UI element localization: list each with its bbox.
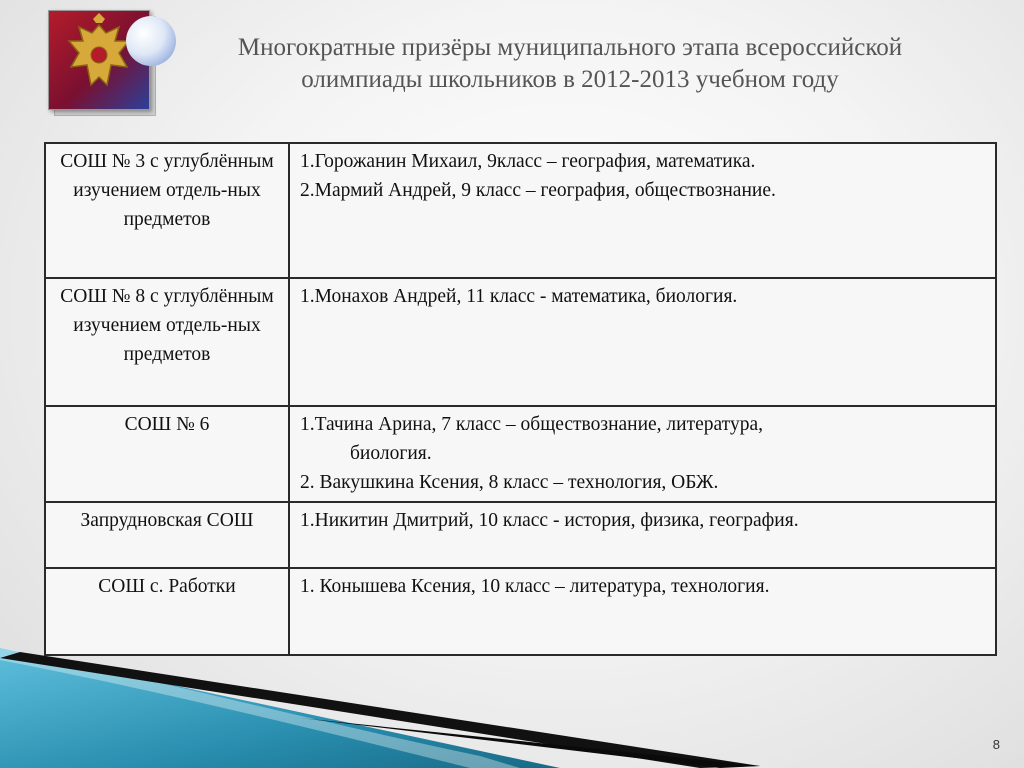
winner-line: 2. Вакушкина Ксения, 8 класс – технология, ОБЖ. (300, 472, 719, 493)
winners-cell (289, 502, 996, 568)
winners-cell (289, 406, 996, 502)
winner-line: 1.Тачина Арина, 7 класс – обществознание, литература, (300, 414, 763, 435)
decorative-wave (0, 638, 1024, 768)
winner-line: 2.Мармий Андрей, 9 класс – география, обществознание. (300, 180, 776, 201)
school-cell: СОШ № 3 с углублённым изучением отдель-ных предметов (45, 143, 289, 278)
school-cell: СОШ с. Работки (45, 568, 289, 655)
school-cell: СОШ № 6 (45, 406, 289, 502)
title-line-2: олимпиады школьников в 2012-2013 учебном году (301, 66, 839, 93)
emblem-image (48, 10, 166, 114)
globe-icon (126, 16, 176, 66)
winners-cell (289, 143, 996, 278)
page-number: 8 (992, 737, 1000, 752)
table-row (45, 502, 996, 568)
winners-table (44, 142, 997, 656)
table-row (45, 278, 996, 406)
winner-line: 1.Никитин Дмитрий, 10 класс - история, физика, география. (300, 510, 799, 531)
title-line-1: Многократные призёры муниципального этапа всероссийской (237, 34, 903, 61)
school-cell: СОШ № 8 с углублённым изучением отдель-ных предметов (45, 278, 289, 406)
school-cell: Запрудновская СОШ (45, 502, 289, 568)
winners-cell (289, 278, 996, 406)
slide-title (170, 32, 970, 96)
winner-line: 1.Горожанин Михаил, 9класс – география, математика. (300, 151, 756, 172)
winner-line-continuation: биология. (350, 443, 432, 464)
table-row (45, 406, 996, 502)
winner-line: 1.Монахов Андрей, 11 класс - математика, биология. (300, 286, 738, 307)
winner-line: 1. Конышева Ксения, 10 класс – литература, технология. (300, 576, 770, 597)
table-row (45, 143, 996, 278)
